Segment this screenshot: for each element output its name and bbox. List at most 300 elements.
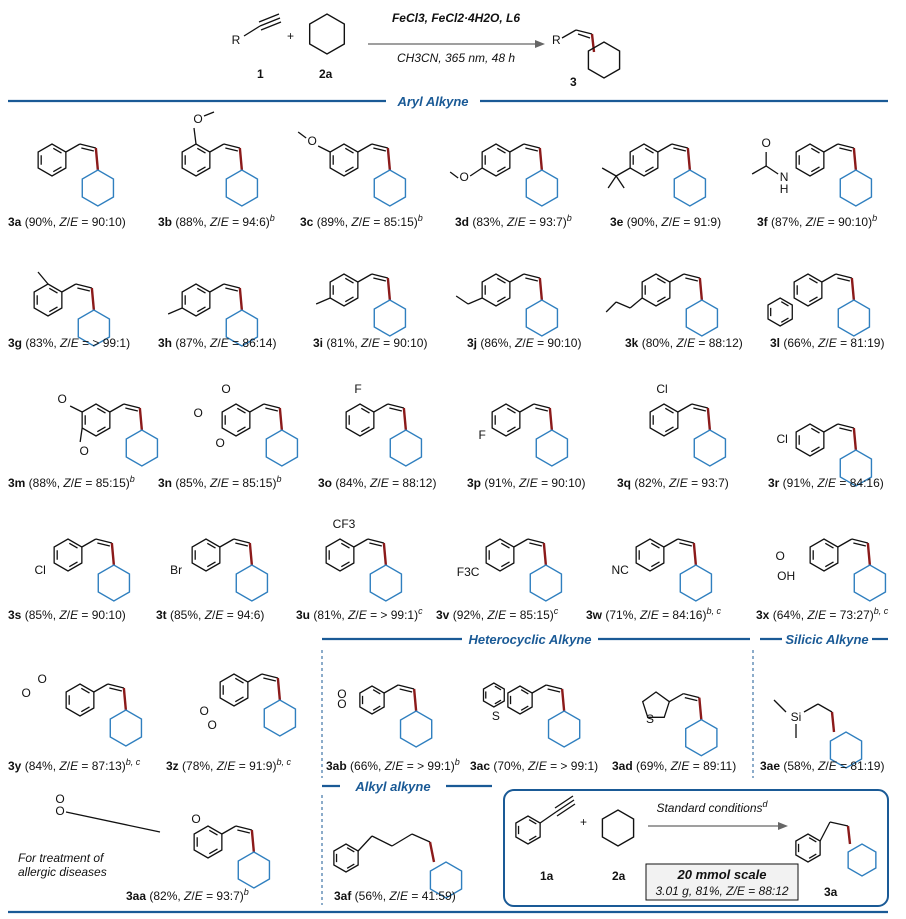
entry-label-3l: 3l (66%, Z/E = 81:19) (770, 336, 885, 350)
chloro: Cl (34, 563, 46, 578)
new-c-c-bond (124, 688, 126, 710)
compound-id: 3v (436, 608, 450, 622)
methoxy-O: O (459, 170, 469, 185)
compound-id: 3d (455, 215, 470, 229)
new-c-c-bond (384, 543, 386, 565)
alkyne-triple (259, 14, 279, 22)
methoxy-O: O (79, 444, 89, 459)
reactant2-label: 2a (319, 67, 333, 81)
thiochroman-ring (483, 683, 504, 707)
alkene-bond (368, 539, 384, 543)
aryl-vinyl-bond (510, 144, 524, 152)
cyclohexyl-ring (680, 565, 711, 601)
alkene-bond (262, 674, 278, 678)
fluoro: F (478, 428, 486, 443)
compound-id: 3u (296, 608, 311, 622)
r-vinyl-bond (562, 30, 576, 38)
aryl-vinyl-bond (248, 674, 262, 682)
aryl-vinyl-bond (62, 284, 76, 292)
cyclohexyl-ring (674, 170, 705, 206)
new-c-c-bond (540, 278, 542, 300)
cyclohexyl-ring (838, 300, 869, 336)
alkene-second-bond (853, 543, 866, 546)
cyclohexyl-ring (694, 430, 725, 466)
aryl-ring (192, 539, 220, 571)
scale-product-cyclohexyl (848, 844, 876, 876)
entry-label-3g: 3g (83%, Z/E = > 99:1) (8, 336, 131, 350)
entry-label-3ac: 3ac (70%, Z/E = > 99:1) (470, 759, 599, 773)
new-c-c-bond (699, 698, 701, 720)
new-c-c-bond (540, 148, 542, 170)
aryl-ring (486, 539, 514, 571)
new-c-c-bond (414, 689, 416, 711)
aryl-ring (810, 539, 838, 571)
entry-label-3r: 3r (91%, Z/E = 84:16) (768, 476, 884, 490)
alkene-bond (96, 539, 112, 543)
bond (316, 298, 330, 304)
cyclohexane-2a (310, 14, 345, 54)
bond (752, 166, 766, 174)
cyclohexyl-ring (536, 430, 567, 466)
alkene-second-bond (263, 678, 276, 681)
r-group-label: R (231, 33, 241, 48)
entry-label-3ad: 3ad (69%, Z/E = 89:11) (612, 759, 737, 773)
new-c-c-bond (708, 408, 710, 430)
bond (820, 822, 830, 841)
bond (470, 168, 482, 176)
cyclohexyl-ring (401, 711, 432, 747)
alkene-second-bond (373, 278, 386, 281)
aryl-vinyl-bond (358, 274, 372, 282)
cyclohexyl-ring (110, 710, 141, 746)
dioxole-O: O (337, 697, 347, 712)
entry-label-3c: 3c (89%, Z/E = 85:15)$^b$ (300, 213, 423, 229)
cyclohexyl-ring (526, 300, 557, 336)
aryl-vinyl-bond (838, 539, 852, 547)
entry-label-3e: 3e (90%, Z/E = 91:9) (610, 215, 722, 229)
ester-O: O (21, 686, 31, 701)
dioxole-O: O (337, 687, 347, 702)
scale-product-ring (796, 834, 820, 862)
section-alkyl: Alkyl alkyne (355, 779, 431, 794)
aryl-ring (636, 539, 664, 571)
new-c-c-bond (96, 148, 98, 170)
methoxy-O: O (193, 112, 203, 127)
alkene-second-bond (373, 148, 386, 151)
aryl-ring (492, 404, 520, 436)
alkene-bond (683, 694, 699, 698)
carbonyl-O: O (207, 718, 217, 733)
alkene-second-bond (685, 278, 698, 281)
conditions-line2: CH3CN, 365 nm, 48 h (396, 51, 516, 65)
compound-id: 3x (756, 608, 770, 622)
entry-label-3v: 3v (92%, Z/E = 85:15)$^c$ (436, 606, 559, 622)
aryl-vinyl-bond (532, 685, 546, 693)
aryl-vinyl-bond (510, 274, 524, 282)
alkene-bond (76, 284, 92, 288)
bond (616, 168, 630, 176)
alkene-bond (692, 404, 708, 408)
entry-label-3ae: 3ae (58%, Z/E = 81:19) (760, 759, 885, 773)
entry-label-3z: 3z (78%, Z/E = 91:9)$^{b, c}$ (166, 757, 291, 773)
compound-id: 3ac (470, 759, 491, 773)
aryl-ring (66, 684, 94, 716)
methoxy-O: O (307, 134, 317, 149)
bond (630, 298, 642, 308)
aryl-ring (54, 539, 82, 571)
bond (204, 112, 214, 116)
entry-label-3h: 3h (87%, Z/E = 86:14) (158, 336, 277, 350)
new-c-c-bond (544, 543, 546, 565)
alkene-second-bond (693, 408, 706, 411)
bond (608, 176, 616, 188)
aryl-vinyl-bond (824, 424, 838, 432)
alkyne-triple (260, 18, 280, 26)
thiophene-S: S (645, 712, 655, 727)
alkene-bond (224, 144, 240, 148)
entry-label-3y: 3y (84%, Z/E = 87:13)$^{b, c}$ (8, 757, 141, 773)
alkene-second-bond (578, 34, 590, 38)
aryl-vinyl-bond (66, 144, 80, 152)
aryl-ring (508, 686, 532, 714)
aryl-ring (642, 274, 670, 306)
entry-label-3n: 3n (85%, Z/E = 85:15)$^b$ (158, 474, 282, 490)
alkyne-triple (261, 22, 281, 30)
aryl-vinyl-bond (658, 144, 672, 152)
new-c-c-bond (562, 689, 564, 711)
alkene-second-bond (400, 689, 413, 692)
aryl-ring (194, 826, 222, 858)
cyclohexyl-ring (526, 170, 557, 206)
aryl-vinyl-bond (354, 539, 368, 547)
bond (38, 272, 48, 284)
methoxy-O: O (215, 436, 225, 451)
cyclohexyl-ring (549, 711, 580, 747)
entry-label-3o: 3o (84%, Z/E = 88:12) (318, 476, 437, 490)
bond (70, 406, 82, 412)
silicon: Si (790, 710, 802, 725)
cyclohexyl-ring (370, 565, 401, 601)
aryl-ring (330, 144, 358, 176)
aryl-vinyl-bond (664, 539, 678, 547)
alkyne-bond (244, 26, 260, 36)
new-c-c-bond (240, 288, 242, 310)
alkene-second-bond (77, 288, 90, 291)
cyano: NC (611, 563, 629, 578)
bond (616, 176, 624, 188)
cyclohexyl-ring (390, 430, 421, 466)
entry-label-3x: 3x (64%, Z/E = 73:27)$^{b, c}$ (756, 606, 889, 622)
section-heterocyclic: Heterocyclic Alkyne (468, 632, 592, 647)
compound-id: 3f (757, 215, 768, 229)
aryl-ring (482, 274, 510, 306)
aryl-ring (182, 144, 210, 176)
aryl-vinyl-bond (824, 144, 838, 152)
cyclohexyl-ring (530, 565, 561, 601)
alkene-bond (830, 822, 848, 826)
cyclohexyl-ring (266, 430, 297, 466)
compound-id: 3l (770, 336, 781, 350)
alkene-second-bond (81, 148, 94, 151)
cyclohexyl-ring (840, 170, 871, 206)
alkene-bond (524, 274, 540, 278)
aryl-ring (346, 404, 374, 436)
aryl-vinyl-bond (678, 404, 692, 412)
alkene-second-bond (525, 278, 538, 281)
bond (602, 168, 616, 176)
new-c-c-bond (832, 712, 834, 732)
alkene-bond (224, 284, 240, 288)
ester-O: O (55, 804, 65, 819)
compound-id: 3o (318, 476, 333, 490)
new-c-c-bond (92, 288, 94, 310)
compound-id: 3g (8, 336, 23, 350)
aryl-ring (360, 686, 384, 714)
alkene-second-bond (237, 830, 250, 833)
bond (358, 836, 372, 851)
new-c-c-bond (854, 148, 856, 170)
alkene-second-bond (97, 543, 110, 546)
bond (450, 172, 458, 178)
aryl-vinyl-bond (94, 684, 108, 692)
bond (540, 812, 556, 823)
new-c-c-bond (550, 408, 552, 430)
entry-label-3s: 3s (85%, Z/E = 90:10) (8, 608, 126, 622)
compound-id: 3z (166, 759, 179, 773)
alkene-second-bond (837, 278, 850, 281)
alkene-second-bond (369, 543, 382, 546)
aryl-ring (182, 284, 210, 316)
new-c-c-bond (278, 678, 280, 700)
new-c-c-bond (854, 428, 856, 450)
aryl-ring (34, 284, 62, 316)
compound-id: 3s (8, 608, 22, 622)
alkene-bond (852, 539, 868, 543)
entry-label-3m: 3m (88%, Z/E = 85:15)$^b$ (8, 474, 135, 490)
compound-id: 3j (467, 336, 478, 350)
alkene-second-bond (535, 408, 548, 411)
aryl-ring (796, 144, 824, 176)
methoxy-O: O (193, 406, 203, 421)
product-r-group: R (552, 33, 561, 47)
bond (66, 812, 160, 832)
scale-title: 20 mmol scale (677, 867, 767, 882)
new-c-c-bond (140, 408, 142, 430)
scale-arrow-head (778, 822, 788, 830)
new-c-c-bond (280, 408, 282, 430)
aryl-vinyl-bond (358, 144, 372, 152)
compound-id: 3r (768, 476, 780, 490)
bond (80, 428, 82, 442)
compound-id: 3w (586, 608, 603, 622)
compound-id: 3k (625, 336, 639, 350)
trifluoromethyl: CF3 (332, 517, 356, 532)
amide-N: N (779, 170, 789, 185)
aryl-vinyl-bond (374, 404, 388, 412)
alkene-bond (528, 539, 544, 543)
phenylacetylene-ring (516, 816, 540, 844)
product-label: 3 (570, 75, 577, 89)
new-c-c-bond (688, 148, 690, 170)
new-c-c-bond (252, 830, 254, 852)
conditions-line1: FeCl3, FeCl2·4H2O, L6 (391, 11, 521, 25)
chloro: Cl (776, 432, 788, 447)
alkene-second-bond (548, 689, 561, 692)
cyclohexyl-ring (374, 170, 405, 206)
alkene-bond (524, 144, 540, 148)
new-c-c-bond (848, 826, 850, 844)
alkene-bond (124, 404, 140, 408)
aryl-ring (650, 404, 678, 436)
cyclohexyl-ring (126, 430, 157, 466)
new-c-c-bond (694, 543, 696, 565)
carbonyl-O: O (761, 136, 771, 151)
bond (168, 308, 182, 314)
phenyl-substituent-ring (768, 298, 792, 326)
carbonyl-O: O (55, 792, 65, 807)
ester-O: O (37, 672, 47, 687)
entry-label-3p: 3p (91%, Z/E = 90:10) (467, 476, 586, 490)
thiochroman-S: S (491, 709, 500, 724)
alkene-bond (372, 274, 388, 278)
alkene-second-bond (389, 408, 402, 411)
alkene-bond (672, 144, 688, 148)
compound-id: 3i (313, 336, 324, 350)
cyclohexyl-ring (264, 700, 295, 736)
aryl-ring (326, 539, 354, 571)
bond (318, 146, 330, 152)
aryl-vinyl-bond (822, 274, 836, 282)
section-aryl: Aryl Alkyne (397, 94, 469, 109)
aryl-ring (794, 274, 822, 306)
aryl-ring (82, 404, 110, 436)
entry-label-3t: 3t (85%, Z/E = 94:6) (156, 608, 265, 622)
entry-label-3f: 3f (87%, Z/E = 90:10)$^b$ (757, 213, 878, 229)
cyclohexyl-ring (236, 565, 267, 601)
alkene-bond (836, 274, 852, 278)
compound-id: 3t (156, 608, 167, 622)
aryl-ring (482, 144, 510, 176)
entry-label-3u: 3u (81%, Z/E = > 99:1)$^c$ (296, 606, 423, 622)
entry-label-3j: 3j (86%, Z/E = 90:10) (467, 336, 582, 350)
alkene-bond (534, 404, 550, 408)
compound-id: 3h (158, 336, 173, 350)
alkene-bond (388, 404, 404, 408)
amide-H: H (779, 182, 789, 197)
aryl-ring (38, 144, 66, 176)
aryl-ring (222, 404, 250, 436)
cyclohexyl-ring (686, 300, 717, 336)
ether-O: O (191, 812, 201, 827)
compound-id: 3ae (760, 759, 781, 773)
cyclohexyl-ring (374, 300, 405, 336)
compound-id: 3c (300, 215, 314, 229)
entry-label-3a: 3a (90%, Z/E = 90:10) (8, 215, 126, 229)
alkene-second-bond (225, 288, 238, 291)
alkene-second-bond (839, 148, 852, 151)
scale-condition: Standard conditions$^d$ (656, 799, 768, 815)
scale-cyclohexane-label: 2a (612, 869, 626, 883)
alkene-second-bond (525, 148, 538, 151)
new-c-c-bond (868, 543, 870, 565)
new-c-c-bond (404, 408, 406, 430)
scale-cyclohexane (602, 810, 633, 846)
alkene-second-bond (685, 698, 698, 701)
compound-id: 3ad (612, 759, 633, 773)
cyclohexyl-ring (686, 720, 717, 756)
scale-reactant-label: 1a (540, 869, 554, 883)
alkene-bond (684, 274, 700, 278)
alkene-second-bond (225, 148, 238, 151)
fluoro: F (354, 382, 362, 397)
alkene-bond (838, 144, 854, 148)
scale-plus: + (580, 815, 588, 829)
compound-id: 3b (158, 215, 173, 229)
structures-layer (8, 14, 888, 912)
bond (616, 302, 630, 308)
alkene-bond (838, 424, 854, 428)
cyclohexyl-ring (82, 170, 113, 206)
new-c-c-bond (388, 148, 390, 170)
entry-label-3q: 3q (82%, Z/E = 93:7) (617, 476, 729, 490)
bond (194, 128, 196, 144)
alkene-bond (372, 144, 388, 148)
aryl-vinyl-bond (520, 404, 534, 412)
aryl-vinyl-bond (222, 826, 236, 834)
alkene-second-bond (839, 428, 852, 431)
methoxy-O: O (221, 382, 231, 397)
entry-label-3aa: 3aa (82%, Z/E = 93:7)$^b$ (126, 887, 249, 903)
entry-label-3af: 3af (56%, Z/E = 41:59) (334, 889, 456, 903)
cyclohexyl-ring (98, 565, 129, 601)
compound-id: 3p (467, 476, 482, 490)
compound-id: 3n (158, 476, 173, 490)
aryl-vinyl-bond (210, 144, 224, 152)
compound-id: 3ab (326, 759, 347, 773)
alkene-second-bond (673, 148, 686, 151)
section-silicic: Silicic Alkyne (785, 632, 869, 647)
bond (392, 834, 412, 846)
alkene-bond (80, 144, 96, 148)
entry-label-3i: 3i (81%, Z/E = 90:10) (313, 336, 428, 350)
new-c-c-bond (852, 278, 854, 300)
alkene-second-bond (265, 408, 278, 411)
aryl-vinyl-bond (210, 284, 224, 292)
reactant1-label: 1 (257, 67, 264, 81)
bond (298, 132, 306, 138)
chloro: Cl (656, 382, 668, 397)
plus-sign: + (287, 29, 295, 43)
compound-id: 3e (610, 215, 624, 229)
new-c-c-bond (240, 148, 242, 170)
cyclohexyl-ring (226, 170, 257, 206)
compound-id: 3q (617, 476, 632, 490)
new-c-c-bond (700, 278, 702, 300)
aryl-vinyl-bond (670, 274, 684, 282)
entry-label-3b: 3b (88%, Z/E = 94:6)$^b$ (158, 213, 275, 229)
entry-label-3w: 3w (71%, Z/E = 84:16)$^{b, c}$ (586, 606, 721, 622)
entry-label-3d: 3d (83%, Z/E = 93:7)$^b$ (455, 213, 572, 229)
aryl-vinyl-bond (110, 404, 124, 412)
alkene-second-bond (235, 543, 248, 546)
compound-id: 3aa (126, 889, 147, 903)
alkene-bond (546, 685, 562, 689)
hydroxyl: OH (777, 569, 796, 584)
new-c-c-bond (430, 842, 434, 862)
new-c-c-bond (112, 543, 114, 565)
new-c-c-bond (388, 278, 390, 300)
aryl-vinyl-bond (384, 685, 398, 693)
